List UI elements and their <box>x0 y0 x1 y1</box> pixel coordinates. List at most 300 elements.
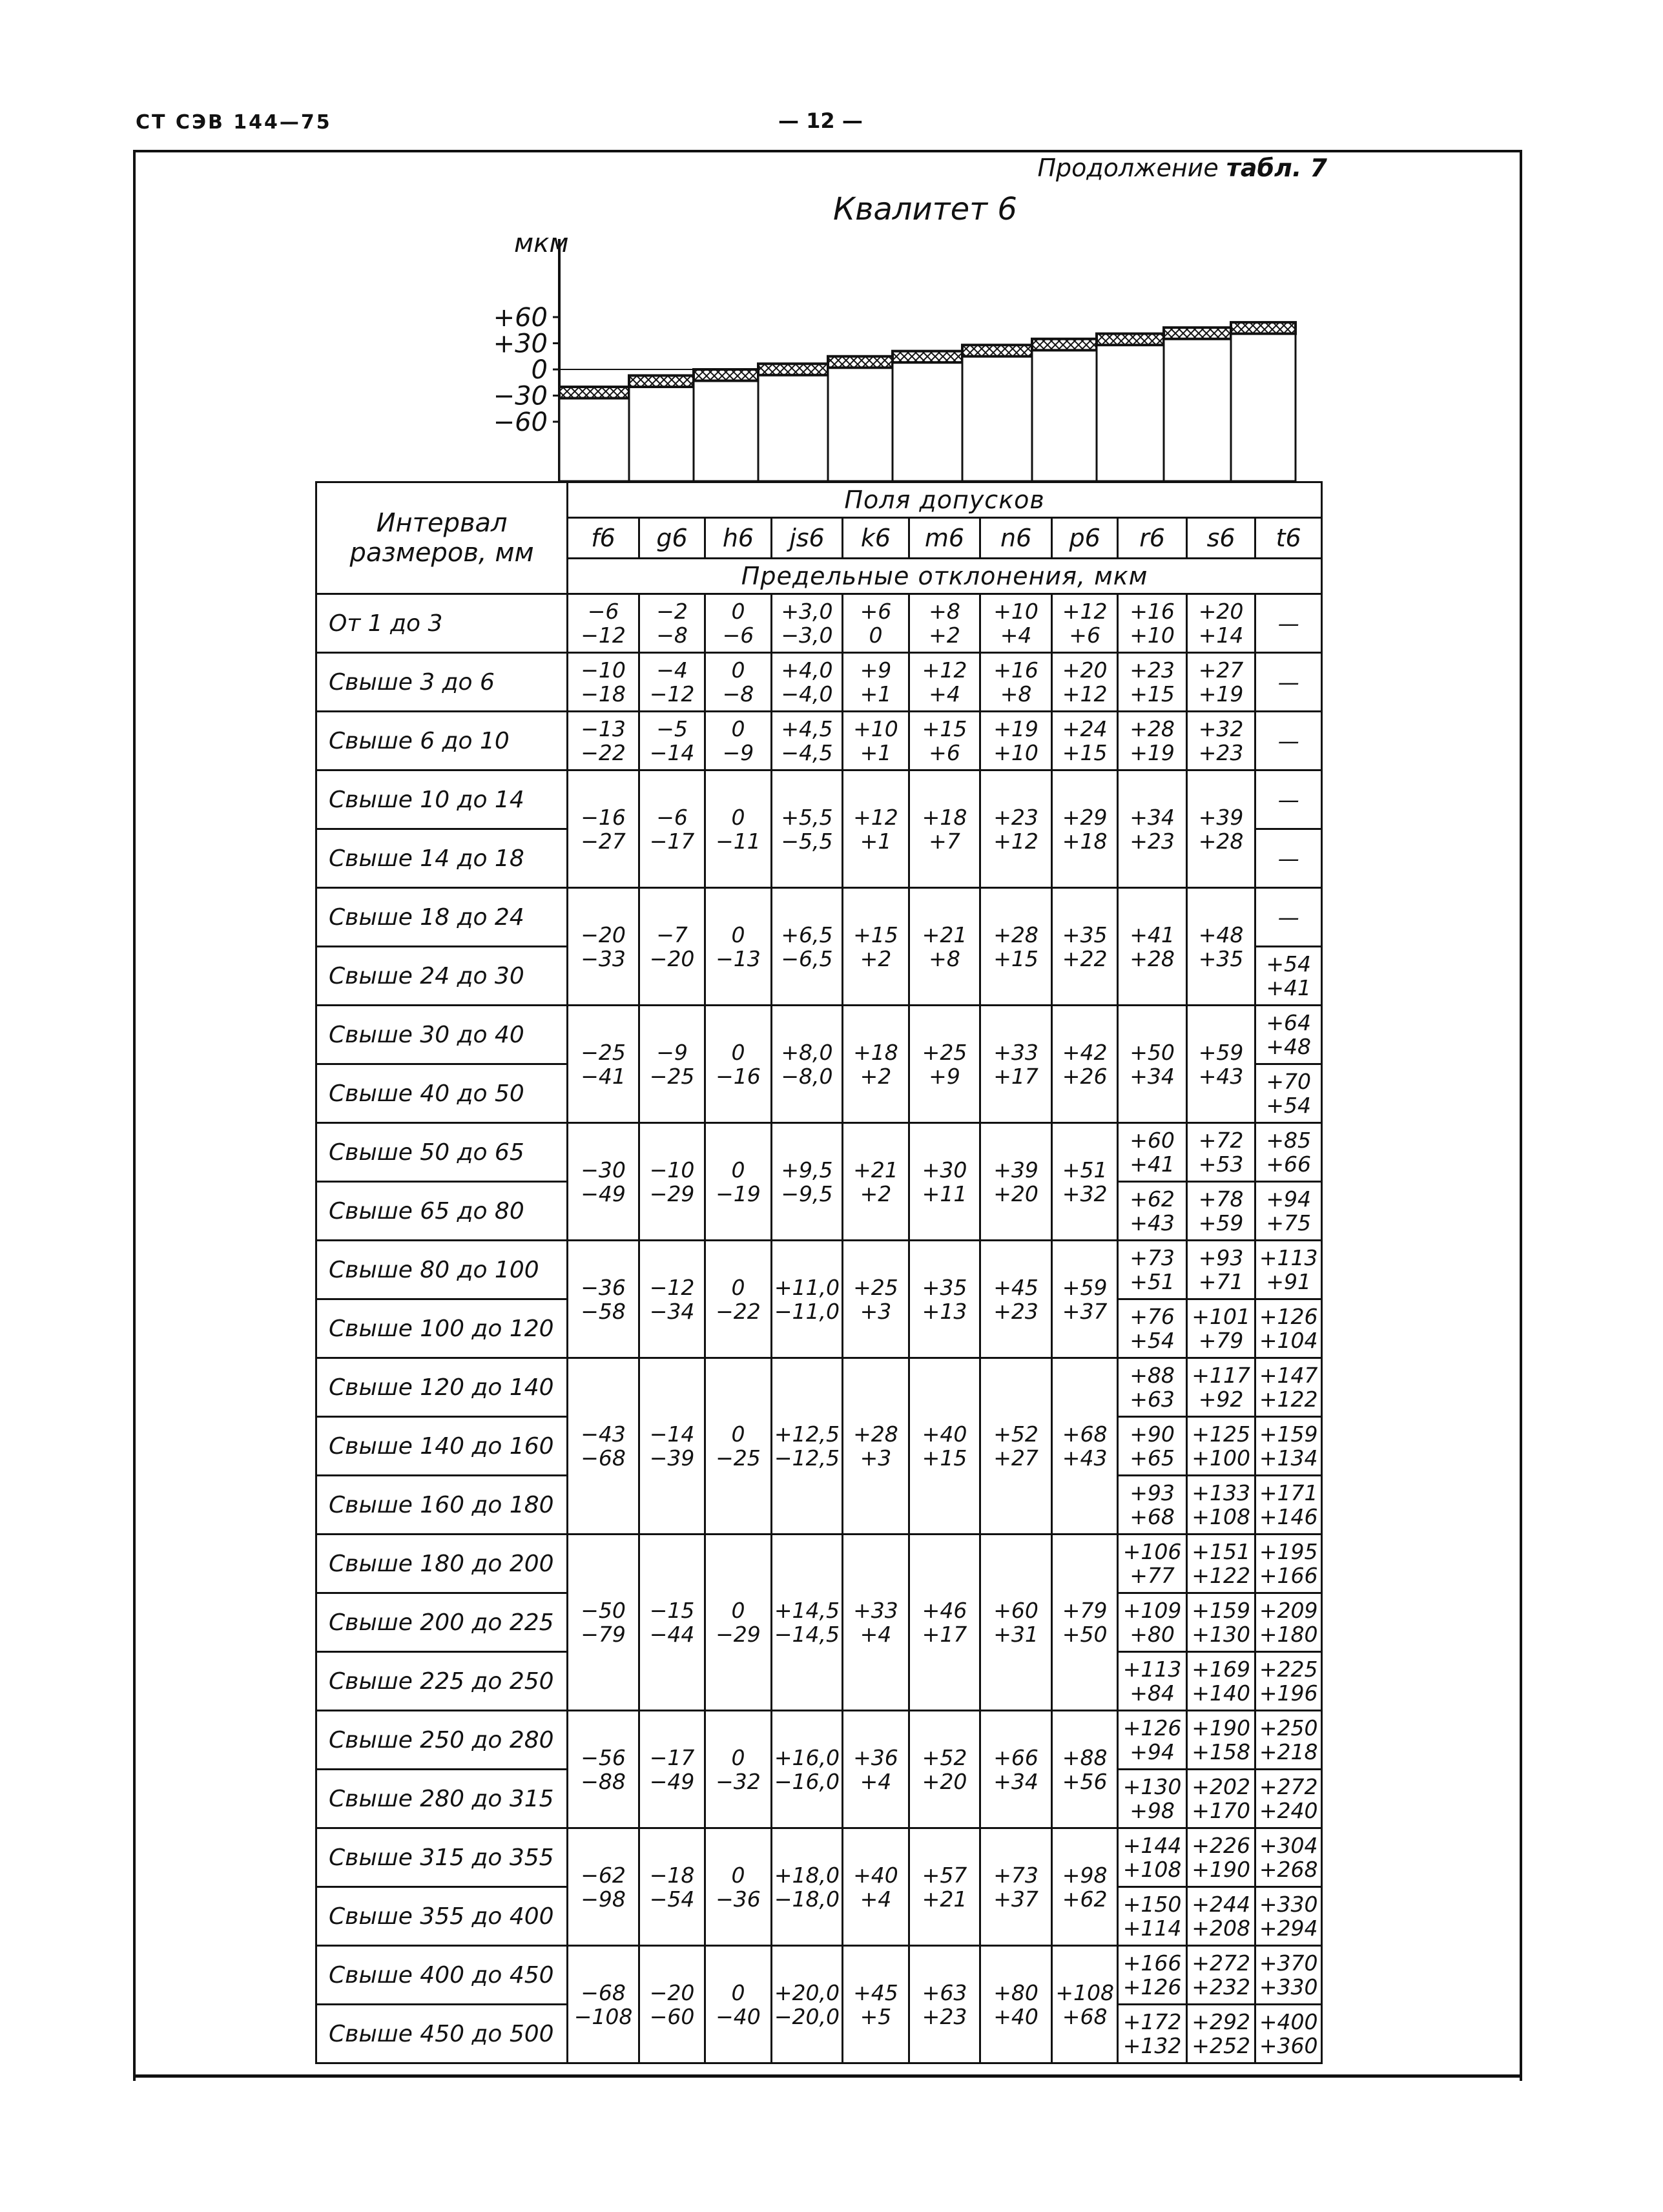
upper-deviation: 0 <box>731 1862 745 1888</box>
upper-deviation: −56 <box>581 1744 626 1770</box>
cell-r6 <box>1118 1358 1187 1417</box>
deviation-pair <box>843 717 907 765</box>
lower-deviation: +51 <box>1130 1269 1175 1294</box>
lower-deviation: +8 <box>929 946 960 971</box>
continuation-note <box>1037 154 1327 182</box>
deviation-pair <box>1119 1128 1186 1176</box>
lower-deviation: +91 <box>1266 1269 1312 1294</box>
field-column-s6 <box>1164 339 1231 481</box>
cell-h6 <box>705 888 771 1006</box>
upper-deviation: +57 <box>922 1862 967 1888</box>
deviation-pair <box>772 717 842 765</box>
upper-deviation: 0 <box>731 1979 745 2005</box>
interval-label: Свыше 250 до 280 <box>316 1711 568 1770</box>
deviation-pair <box>568 923 638 971</box>
tolerance-band-s6 <box>1164 327 1231 339</box>
cell-h6 <box>705 1123 771 1241</box>
cell-t6 <box>1255 770 1322 829</box>
upper-deviation: +113 <box>1259 1245 1318 1270</box>
upper-deviation: +8 <box>929 599 960 624</box>
lower-deviation: +19 <box>1130 740 1175 765</box>
lower-deviation: +170 <box>1192 1798 1250 1823</box>
upper-deviation: +41 <box>1130 922 1175 947</box>
upper-deviation: +126 <box>1259 1304 1318 1329</box>
upper-deviation: +150 <box>1122 1892 1182 1917</box>
upper-deviation: −7 <box>656 922 688 947</box>
upper-deviation: +169 <box>1192 1657 1250 1682</box>
deviation-pair <box>1188 1422 1255 1470</box>
cell-p6 <box>1051 1535 1117 1711</box>
deviation-pair <box>772 658 842 706</box>
upper-deviation: +21 <box>853 1157 898 1183</box>
deviation-pair <box>1256 1011 1321 1059</box>
interval-label: Свыше 24 до 30 <box>316 947 568 1006</box>
deviation-pair <box>1053 1422 1117 1470</box>
deviation-pair <box>1119 1363 1186 1411</box>
deviation-pair <box>1188 923 1255 971</box>
deviation-pair <box>706 658 770 706</box>
y-tick-label: −30 <box>493 381 548 411</box>
upper-deviation: +64 <box>1266 1010 1312 1035</box>
cell-js6 <box>771 888 843 1006</box>
cell-k6 <box>843 1946 909 2063</box>
cell-p6 <box>1051 1946 1117 2063</box>
deviation-pair <box>910 923 980 971</box>
upper-deviation: −25 <box>581 1039 626 1065</box>
deviation-pair <box>706 805 770 853</box>
upper-deviation: +117 <box>1192 1363 1250 1388</box>
lower-deviation: −41 <box>581 1063 626 1089</box>
cell-f6 <box>568 712 639 770</box>
deviation-pair <box>568 1422 638 1470</box>
cell-m6 <box>909 1123 980 1241</box>
deviation-pair <box>1256 1305 1321 1352</box>
lower-deviation: +15 <box>1130 681 1175 707</box>
cell-h6 <box>705 594 771 653</box>
cell-k6 <box>843 1123 909 1241</box>
lower-deviation: +240 <box>1259 1798 1318 1823</box>
lower-deviation: +34 <box>1130 1063 1175 1089</box>
cell-m6 <box>909 653 980 712</box>
upper-deviation: +9,5 <box>781 1157 833 1183</box>
deviation-pair <box>640 1863 704 1911</box>
column-f6: f6 <box>568 518 639 559</box>
upper-deviation: +39 <box>993 1157 1038 1183</box>
cell-h6 <box>705 653 771 712</box>
cell-n6 <box>980 712 1052 770</box>
upper-deviation: +80 <box>993 1979 1038 2005</box>
cell-t6 <box>1255 2005 1322 2063</box>
deviation-pair <box>568 805 638 853</box>
lower-deviation: +6 <box>1069 623 1100 648</box>
deviation-pair <box>843 1863 907 1911</box>
cell-g6 <box>639 1535 705 1711</box>
deviation-pair <box>640 1746 704 1793</box>
upper-deviation: +330 <box>1259 1892 1318 1917</box>
upper-deviation: +202 <box>1192 1774 1250 1799</box>
cell-f6 <box>568 653 639 712</box>
upper-deviation: +12,5 <box>774 1421 840 1447</box>
column-p6: p6 <box>1051 518 1117 559</box>
cell-r6 <box>1118 1828 1187 1887</box>
column-g6: g6 <box>639 518 705 559</box>
cell-r6 <box>1118 1182 1187 1241</box>
lower-deviation: +84 <box>1130 1680 1175 1706</box>
upper-deviation: +4,5 <box>781 716 833 741</box>
deviation-pair <box>1188 717 1255 765</box>
cell-t6 <box>1255 1946 1322 2005</box>
cell-r6 <box>1118 653 1187 712</box>
upper-deviation: +272 <box>1192 1950 1250 1976</box>
cell-k6 <box>843 594 909 653</box>
cell-k6 <box>843 888 909 1006</box>
lower-deviation: −6 <box>722 623 754 648</box>
lower-deviation: −54 <box>649 1886 695 1912</box>
upper-deviation: +21 <box>922 922 967 947</box>
lower-deviation: +43 <box>1198 1063 1244 1089</box>
lower-deviation: +180 <box>1259 1622 1318 1647</box>
interval-label: Свыше 65 до 80 <box>316 1182 568 1241</box>
lower-deviation: +75 <box>1266 1210 1312 1235</box>
lower-deviation: +190 <box>1192 1857 1250 1882</box>
cell-r6 <box>1118 1006 1187 1123</box>
upper-deviation: +72 <box>1198 1128 1244 1153</box>
lower-deviation: −13 <box>716 946 761 971</box>
lower-deviation: +34 <box>993 1768 1038 1794</box>
upper-deviation: +106 <box>1122 1539 1182 1564</box>
lower-deviation: +68 <box>1130 1504 1175 1529</box>
deviation-pair <box>706 599 770 647</box>
deviation-pair <box>910 1422 980 1470</box>
upper-deviation: 0 <box>731 1039 745 1065</box>
upper-deviation: +70 <box>1266 1069 1312 1094</box>
cell-f6 <box>568 1535 639 1711</box>
lower-deviation: +23 <box>1130 828 1175 854</box>
lower-deviation: −22 <box>581 740 626 765</box>
cell-t6 <box>1255 1006 1322 1064</box>
cell-s6 <box>1186 1006 1255 1123</box>
y-tick-label: 0 <box>531 355 548 385</box>
cell-p6 <box>1051 1123 1117 1241</box>
deviation-pair <box>772 1040 842 1088</box>
upper-deviation: +19 <box>993 716 1038 741</box>
upper-deviation: +63 <box>922 1979 967 2005</box>
lower-deviation: +79 <box>1198 1328 1244 1353</box>
lower-deviation: −49 <box>581 1181 626 1206</box>
lower-deviation: −44 <box>649 1622 695 1647</box>
cell-f6 <box>568 1241 639 1358</box>
lower-deviation: +4 <box>860 1622 892 1647</box>
deviation-pair <box>981 1863 1051 1911</box>
chart-caption: Квалитет 6 <box>833 191 1017 227</box>
interval-label: Свыше 225 до 250 <box>316 1652 568 1711</box>
cell-h6 <box>705 712 771 770</box>
upper-deviation: −20 <box>649 1979 695 2005</box>
upper-deviation: 0 <box>731 716 745 741</box>
lower-deviation: +10 <box>1130 623 1175 648</box>
upper-deviation: +88 <box>1062 1744 1108 1770</box>
cell-g6 <box>639 1946 705 2063</box>
upper-deviation: +73 <box>1130 1245 1175 1270</box>
cell-m6 <box>909 1828 980 1946</box>
cell-g6 <box>639 1241 705 1358</box>
upper-deviation: +33 <box>853 1598 898 1623</box>
upper-deviation: +39 <box>1198 804 1244 830</box>
cell-k6 <box>843 653 909 712</box>
upper-deviation: −62 <box>581 1862 626 1888</box>
upper-deviation: +93 <box>1198 1245 1244 1270</box>
tolerance-table <box>315 481 1323 2064</box>
upper-deviation: +54 <box>1266 951 1312 977</box>
cell-f6 <box>568 1123 639 1241</box>
cell-m6 <box>909 1535 980 1711</box>
upper-deviation: +125 <box>1192 1421 1250 1447</box>
deviation-pair <box>1256 1422 1321 1470</box>
deviation-pair <box>640 1276 704 1323</box>
interval-label: Свыше 315 до 355 <box>316 1828 568 1887</box>
cell-js6 <box>771 712 843 770</box>
deviation-pair <box>1256 1070 1321 1117</box>
lower-deviation: +43 <box>1130 1210 1175 1235</box>
table-row <box>316 770 1322 829</box>
deviation-pair <box>981 1158 1051 1206</box>
document-code: СТ СЭВ 144—75 <box>136 111 332 134</box>
upper-deviation: +24 <box>1062 716 1108 741</box>
lower-deviation: −3,0 <box>781 623 833 648</box>
upper-deviation: +12 <box>853 804 898 830</box>
lower-deviation: +66 <box>1266 1152 1312 1177</box>
upper-deviation: +94 <box>1266 1186 1312 1212</box>
continuation-table-ref: табл. 7 <box>1226 154 1327 182</box>
empty-dash: — <box>1277 787 1299 812</box>
tolerance-diagram <box>478 233 1330 481</box>
cell-f6 <box>568 1006 639 1123</box>
lower-deviation: +7 <box>929 828 960 854</box>
cell-n6 <box>980 1006 1052 1123</box>
column-t6: t6 <box>1255 518 1322 559</box>
lower-deviation: −4,0 <box>781 681 833 707</box>
deviation-pair <box>1119 1540 1186 1587</box>
empty-dash: — <box>1277 610 1299 636</box>
upper-deviation: +68 <box>1062 1421 1108 1447</box>
upper-deviation: +11,0 <box>774 1274 840 1300</box>
upper-deviation: −68 <box>581 1979 626 2005</box>
cell-k6 <box>843 1241 909 1358</box>
cell-f6 <box>568 594 639 653</box>
lower-deviation: +1 <box>860 740 892 765</box>
cell-g6 <box>639 1358 705 1535</box>
upper-deviation: +159 <box>1192 1598 1250 1623</box>
upper-deviation: +78 <box>1198 1186 1244 1212</box>
lower-deviation: +122 <box>1259 1387 1318 1412</box>
lower-deviation: +114 <box>1122 1916 1182 1941</box>
deviation-pair <box>1119 2010 1186 2058</box>
deviation-pair <box>843 1422 907 1470</box>
cell-f6 <box>568 888 639 1006</box>
field-column-p6 <box>1032 350 1097 481</box>
cell-t6 <box>1255 947 1322 1006</box>
cell-js6 <box>771 1241 843 1358</box>
bottom-rule <box>133 2074 1522 2078</box>
cell-r6 <box>1118 1123 1187 1182</box>
upper-deviation: +50 <box>1130 1039 1175 1065</box>
deviation-pair <box>640 658 704 706</box>
deviation-pair <box>706 1981 770 2029</box>
lower-deviation: +9 <box>929 1063 960 1089</box>
cell-f6 <box>568 770 639 888</box>
deviation-pair <box>1188 1892 1255 1940</box>
deviation-pair <box>706 1276 770 1323</box>
deviation-pair <box>706 1422 770 1470</box>
deviation-pair <box>1053 1158 1117 1206</box>
cell-g6 <box>639 1711 705 1828</box>
deviation-pair <box>568 658 638 706</box>
tolerance-band-js6 <box>758 364 828 375</box>
upper-deviation: −2 <box>656 599 688 624</box>
cell-js6 <box>771 1828 843 1946</box>
deviation-pair <box>1256 1540 1321 1587</box>
lower-deviation: +35 <box>1198 946 1244 971</box>
lower-deviation: +146 <box>1259 1504 1318 1529</box>
upper-deviation: +109 <box>1122 1598 1182 1623</box>
upper-deviation: −18 <box>649 1862 695 1888</box>
cell-t6 <box>1255 888 1322 947</box>
upper-deviation: +12 <box>922 657 967 683</box>
cell-s6 <box>1186 1652 1255 1711</box>
deviation-pair <box>1053 923 1117 971</box>
lower-deviation: −22 <box>716 1298 761 1324</box>
lower-deviation: +8 <box>1000 681 1032 707</box>
cell-s6 <box>1186 1182 1255 1241</box>
cell-s6 <box>1186 1770 1255 1828</box>
upper-deviation: +18 <box>922 804 967 830</box>
lower-deviation: −25 <box>716 1445 761 1471</box>
deviation-pair <box>1188 599 1255 647</box>
table-row <box>316 1535 1322 1593</box>
deviation-pair <box>706 1746 770 1793</box>
upper-deviation: +226 <box>1192 1833 1250 1858</box>
upper-deviation: +66 <box>993 1744 1038 1770</box>
lower-deviation: +23 <box>993 1298 1038 1324</box>
deviation-pair <box>1119 599 1186 647</box>
deviation-pair <box>772 1863 842 1911</box>
lower-deviation: −11 <box>716 828 761 854</box>
cell-f6 <box>568 1358 639 1535</box>
lower-deviation: −20,0 <box>774 2003 840 2029</box>
field-column-f6 <box>559 398 629 481</box>
upper-deviation: +45 <box>993 1274 1038 1300</box>
deviation-pair <box>843 1981 907 2029</box>
upper-deviation: −5 <box>656 716 688 741</box>
upper-deviation: +225 <box>1259 1657 1318 1682</box>
upper-deviation: +33 <box>993 1039 1038 1065</box>
lower-deviation: +43 <box>1062 1445 1108 1471</box>
deviation-pair <box>910 599 980 647</box>
unit-label: мкм <box>514 233 569 258</box>
continuation-text: Продолжение <box>1037 154 1219 182</box>
upper-deviation: +34 <box>1130 804 1175 830</box>
deviation-pair <box>1188 1246 1255 1294</box>
deviation-pair <box>910 658 980 706</box>
deviation-pair <box>640 1158 704 1206</box>
cell-r6 <box>1118 1417 1187 1476</box>
lower-deviation: +6 <box>929 740 960 765</box>
cell-s6 <box>1186 1946 1255 2005</box>
deviation-pair <box>1256 1246 1321 1294</box>
upper-deviation: +18,0 <box>774 1862 840 1888</box>
deviation-pair <box>640 717 704 765</box>
deviation-pair <box>640 805 704 853</box>
upper-deviation: +23 <box>993 804 1038 830</box>
deviation-pair <box>843 1158 907 1206</box>
field-column-n6 <box>962 357 1032 481</box>
deviation-pair <box>1256 1775 1321 1823</box>
interval-label: Свыше 120 до 140 <box>316 1358 568 1417</box>
table-row <box>316 1241 1322 1299</box>
upper-deviation: +46 <box>922 1598 967 1623</box>
interval-label: Свыше 18 до 24 <box>316 888 568 947</box>
deviation-pair <box>568 1040 638 1088</box>
cell-s6 <box>1186 1299 1255 1358</box>
cell-k6 <box>843 1006 909 1123</box>
table-row <box>316 653 1322 712</box>
cell-m6 <box>909 1241 980 1358</box>
cell-h6 <box>705 1946 771 2063</box>
tolerance-band-m6 <box>893 351 962 363</box>
cell-t6 <box>1255 1770 1322 1828</box>
cell-t6 <box>1255 1241 1322 1299</box>
lower-deviation: +17 <box>922 1622 967 1647</box>
interval-label: Свыше 80 до 100 <box>316 1241 568 1299</box>
upper-deviation: +40 <box>853 1862 898 1888</box>
deviation-pair <box>568 1863 638 1911</box>
upper-deviation: +20 <box>1198 599 1244 624</box>
lower-deviation: −39 <box>649 1445 695 1471</box>
deviation-pair <box>1119 1951 1186 1999</box>
upper-deviation: 0 <box>731 804 745 830</box>
cell-s6 <box>1186 1711 1255 1770</box>
fields-title: Поля допусков <box>568 482 1322 518</box>
empty-dash: — <box>1277 728 1299 754</box>
upper-deviation: +144 <box>1122 1833 1182 1858</box>
cell-r6 <box>1118 1652 1187 1711</box>
upper-deviation: +16 <box>993 657 1038 683</box>
cell-n6 <box>980 594 1052 653</box>
lower-deviation: −19 <box>716 1181 761 1206</box>
deviation-pair <box>1119 1598 1186 1646</box>
field-column-g6 <box>629 387 694 481</box>
lower-deviation: +14 <box>1198 623 1244 648</box>
lower-deviation: −5,5 <box>781 828 833 854</box>
deviation-pair <box>706 1863 770 1911</box>
upper-deviation: −4 <box>656 657 688 683</box>
cell-t6 <box>1255 829 1322 888</box>
deviation-pair <box>1188 1481 1255 1529</box>
interval-label: Свыше 6 до 10 <box>316 712 568 770</box>
lower-deviation: −18,0 <box>774 1886 840 1912</box>
deviation-pair <box>1256 1481 1321 1529</box>
cell-m6 <box>909 1006 980 1123</box>
lower-deviation: +54 <box>1266 1093 1312 1118</box>
upper-deviation: +52 <box>922 1744 967 1770</box>
deviation-pair <box>1053 1276 1117 1323</box>
interval-label: Свыше 280 до 315 <box>316 1770 568 1828</box>
deviation-pair <box>910 1746 980 1793</box>
upper-deviation: +10 <box>993 599 1038 624</box>
lower-deviation: +158 <box>1192 1739 1250 1764</box>
deviation-pair <box>843 599 907 647</box>
upper-deviation: +6 <box>860 599 892 624</box>
